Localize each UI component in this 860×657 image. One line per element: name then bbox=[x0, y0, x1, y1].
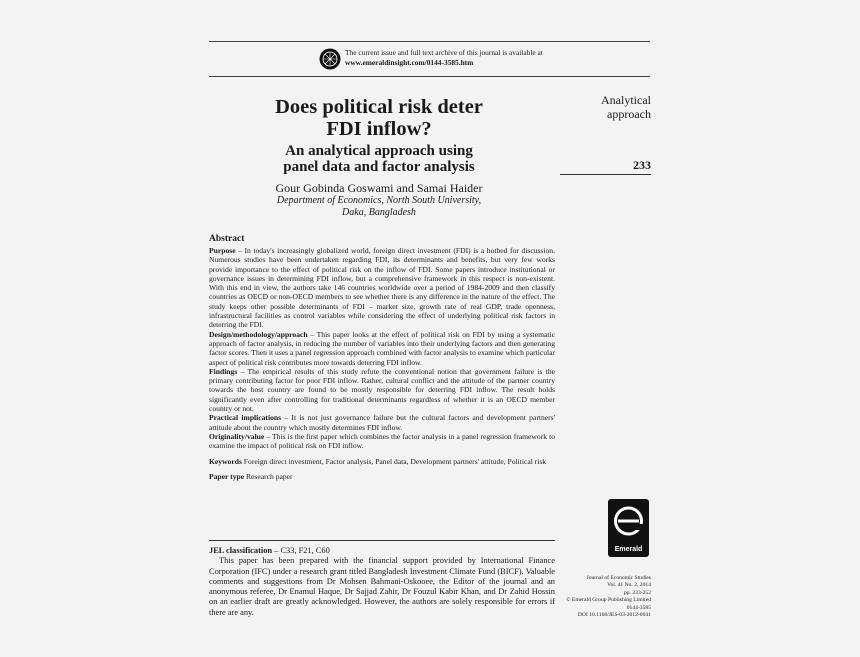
subtitle-line-1: An analytical approach using bbox=[285, 143, 473, 159]
authors: Gour Gobinda Goswami and Samai Haider bbox=[275, 181, 483, 195]
running-head-line-2: approach bbox=[607, 107, 651, 121]
originality-label: Originality/value bbox=[209, 431, 265, 441]
abstract-paper-type bbox=[209, 472, 555, 481]
keywords-label: Keywords bbox=[209, 456, 242, 466]
acknowledgement: This paper has been prepared with the financial support provided by International Finance Corporation (IFC) under a research grant titled Bangladesh Investment Climate Fund (BICF). Valuable comments and suggestions from Dr Mohsen Bahmani-Oskooee, the Editor of the journal and an anonymous referee, Dr Enamul Haque, Dr Sajjad Zahir, Dr Fouzul Kabir Khan, and Dr Zahid Hossin on an earlier draft are greatly acknowledged. However, the authors are solely responsible for errors if there are any. bbox=[209, 556, 555, 617]
paper-type-text: Research paper bbox=[244, 471, 293, 481]
affiliation-line-2: Daka, Bangladesh bbox=[342, 207, 416, 218]
practical-text: – It is not just governance failure but the cultural factors and development partners' attitude about the country which mostly determines FDI inflow. bbox=[209, 413, 555, 432]
design-label: Design/methodology/approach bbox=[209, 329, 308, 339]
abstract-practical bbox=[209, 413, 555, 432]
abstract-design bbox=[209, 330, 555, 367]
abstract-purpose bbox=[209, 246, 555, 330]
findings-text: – The empirical results of this study refute the conventional notion that government failure is the primary contributing factor for poor FDI inflow. Rather, cultural conflict and the attitude of the partner country towards the host country are found to be mostly responsible for deterring FDI inflow. The result holds significantly even after controlling for traditional determinants regardless of whether it is an OECD member country or not. bbox=[209, 366, 555, 414]
emerald-logo bbox=[608, 499, 649, 557]
journal-volume: Vol. 41 No. 2, 2014 bbox=[607, 582, 651, 589]
title-line-1: Does political risk deter bbox=[275, 96, 483, 118]
subtitle-line-2: panel data and factor analysis bbox=[283, 159, 475, 175]
design-text: – This paper looks at the effect of political risk on FDI by using a systematic approach of factor analysis, in reducing the number of variables into their underlying factors and then generating factor scores. Then it uses a panel regression approach combined with factor analysis to examine which particular aspect of political risk contributes more towards deterring FDI inflow. bbox=[209, 329, 555, 367]
side-divider bbox=[560, 174, 651, 175]
jel-classification bbox=[209, 546, 555, 556]
journal-name: Journal of Economic Studies bbox=[586, 575, 651, 581]
abstract-keywords bbox=[209, 457, 555, 466]
purpose-text: – In today's increasingly globalized world, foreign direct investment (FDI) is a hotbed for discussion. Numerous studies have been undertaken regarding FDI, its determinants and benefits, but very few works provide importance to the effect of political risk on the inflow of FDI. Some papers introduce institutional or governance issues in determining FDI inflow, but a comprehensive framework in this respect is non-existent. With this end in view, the authors take 146 countries worldwide over a period of 1984-2009 and then classify countries as OECD or non-OECD members to see whether there is any difference in the nature of the effect. The study keeps other possible determinants of FDI – market size, growth rate of real GDP, trade openness, infrastructural facilities as control variables while considering the effect of underlying political risk factors in deterring the FDI. bbox=[209, 246, 555, 330]
affiliation-line-1: Department of Economics, North South University, bbox=[276, 195, 482, 206]
findings-label: Findings bbox=[209, 366, 238, 376]
journal-banner bbox=[209, 41, 650, 77]
banner-text bbox=[345, 48, 543, 68]
banner-url[interactable]: www.emeraldinsight.com/0144-3585.htm bbox=[345, 58, 474, 67]
originality-text: – This is the first paper which combines the factor analysis in a panel regression framework to examine the impact of political risk on FDI inflow. bbox=[209, 431, 555, 451]
purpose-label: Purpose bbox=[209, 246, 236, 255]
journal-pages: pp. 233-252 bbox=[623, 589, 651, 596]
article-title bbox=[209, 96, 549, 140]
footnote bbox=[209, 546, 555, 618]
emerald-e-icon bbox=[608, 501, 649, 545]
jel-text: – C33, F21, C60 bbox=[272, 546, 330, 555]
jel-label: JEL classification bbox=[209, 546, 273, 555]
page-number: 233 bbox=[633, 158, 651, 172]
journal-info bbox=[540, 575, 651, 619]
title-line-2: FDI inflow? bbox=[326, 118, 432, 140]
paper-type-label: Paper type bbox=[209, 471, 245, 481]
emerald-wordmark: Emerald bbox=[614, 546, 643, 553]
footnote-divider bbox=[209, 540, 555, 541]
journal-issn: 0144-3585 bbox=[626, 604, 651, 611]
emerald-globe-icon bbox=[319, 48, 341, 70]
banner-availability: The current issue and full text archive of this journal is available at bbox=[345, 48, 543, 57]
abstract-heading: Abstract bbox=[209, 234, 245, 244]
practical-label: Practical implications bbox=[209, 413, 282, 423]
running-head-line-1: Analytical bbox=[601, 93, 651, 107]
abstract-originality bbox=[209, 432, 555, 451]
journal-doi: DOI 10.1108/JES-03-2012-0041 bbox=[577, 612, 651, 619]
abstract bbox=[209, 234, 555, 481]
affiliation bbox=[209, 195, 549, 219]
abstract-findings bbox=[209, 367, 555, 413]
journal-copyright: © Emerald Group Publishing Limited bbox=[566, 597, 651, 604]
article-subtitle bbox=[219, 143, 539, 175]
running-head bbox=[560, 93, 651, 121]
keywords-text: Foreign direct investment, Factor analysis, Panel data, Development partners' attitude, Political risk bbox=[241, 456, 547, 466]
